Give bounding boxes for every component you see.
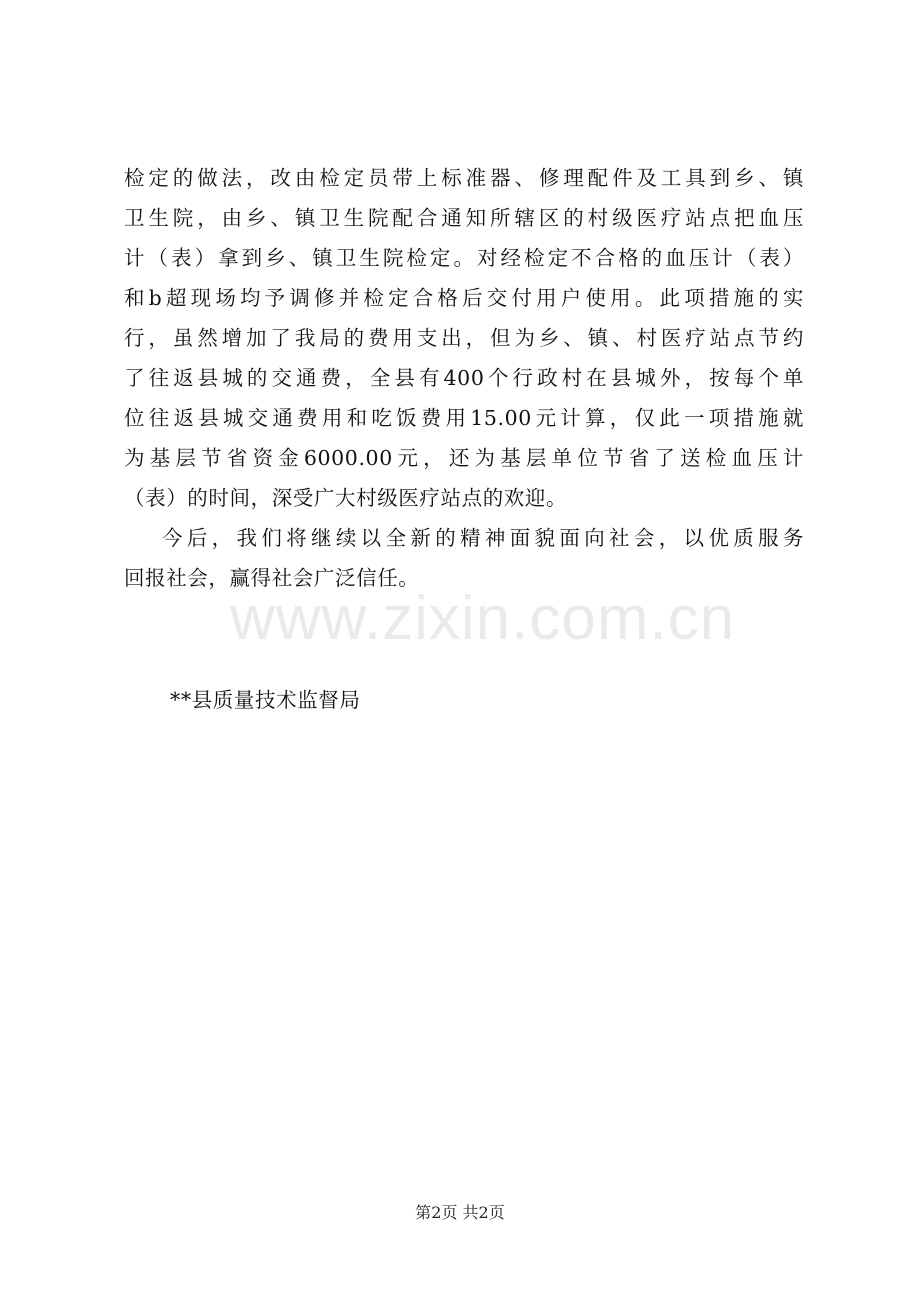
paragraph-line: 检定的做法，改由检定员带上标准器、修理配件及工具到乡、镇: [124, 166, 804, 190]
paragraph-line: 回报社会，赢得社会广泛信任。: [124, 566, 420, 590]
paragraph-line: 今后，我们将继续以全新的精神面貌面向社会，以优质服务: [162, 526, 804, 550]
paragraph-line: 计（表）拿到乡、镇卫生院检定。对经检定不合格的血压计（表）: [124, 246, 804, 270]
paragraph-line: （表）的时间，深受广大村级医疗站点的欢迎。: [124, 486, 568, 510]
paragraph-line: 位往返县城交通费用和吃饭费用15.00元计算，仅此一项措施就: [124, 406, 804, 430]
paragraph-line: 行，虽然增加了我局的费用支出，但为乡、镇、村医疗站点节约: [124, 326, 804, 350]
paragraph-line: 卫生院，由乡、镇卫生院配合通知所辖区的村级医疗站点把血压: [124, 206, 804, 230]
paragraph-line: 和b超现场均予调修并检定合格后交付用户使用。此项措施的实: [124, 286, 804, 310]
paragraph-line: 为基层节省资金6000.00元，还为基层单位节省了送检血压计: [124, 446, 804, 470]
page-footer: 第2页 共2页: [415, 1203, 505, 1222]
document-body: [124, 158, 804, 598]
watermark: www.zixin.com.cn: [230, 584, 736, 653]
signature: **县质量技术监督局: [170, 688, 361, 712]
paragraph-line: 了往返县城的交通费，全县有400个行政村在县城外，按每个单: [124, 366, 804, 390]
